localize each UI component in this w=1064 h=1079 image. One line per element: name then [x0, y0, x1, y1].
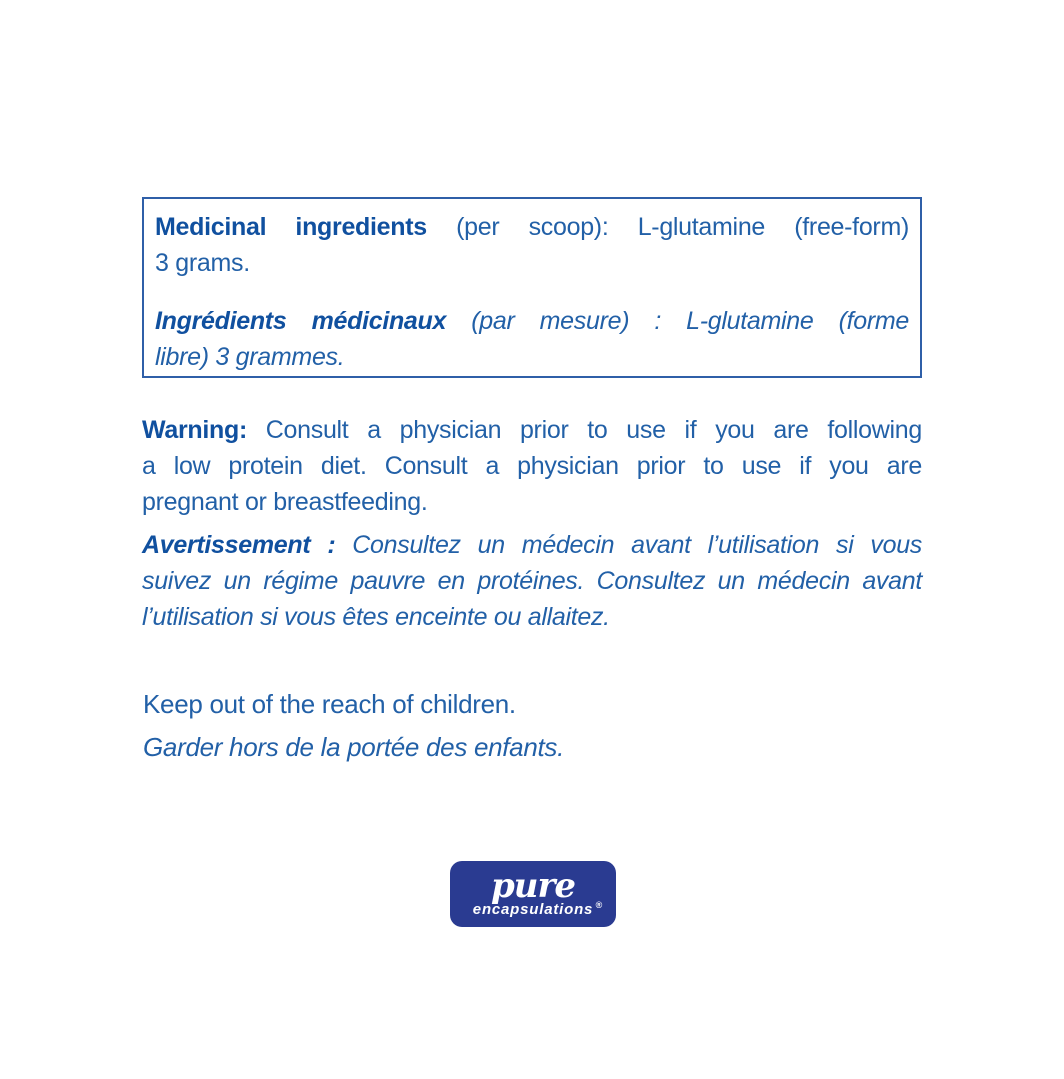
registered-trademark-symbol: ® [595, 899, 603, 910]
medicinal-ingredients-en-rest: (per scoop): L-glutamine (free-form) [426, 213, 909, 241]
keep-out-of-reach-fr: Garder hors de la portée des enfants. [143, 732, 565, 762]
medicinal-ingredients-fr-rest: (par mesure) : L-glutamine (forme [446, 307, 909, 335]
warning-fr-line3: l’utilisation si vous êtes enceinte ou allaitez. [142, 603, 610, 631]
warning-paragraph-en [142, 412, 922, 520]
keep-out-of-reach-en: Keep out of the reach of children. [143, 689, 516, 719]
warning-fr-label: Avertissement : [142, 531, 336, 559]
warning-en-label: Warning: [142, 416, 247, 444]
logo-sub-text [472, 899, 603, 918]
medicinal-ingredients-box [142, 197, 922, 378]
warning-fr-rest: Consultez un médecin avant l’utilisation si vous [335, 531, 923, 559]
warning-paragraph-fr [142, 527, 922, 635]
warning-en-line3: pregnant or breastfeeding. [142, 488, 428, 516]
warning-en-rest: Consult a physician prior to use if you are following [247, 416, 922, 444]
medicinal-ingredients-en-line1 [155, 209, 909, 245]
pure-encapsulations-logo [450, 861, 616, 927]
medicinal-ingredients-en-line2: 3 grams. [155, 249, 250, 277]
warning-en-line2: a low protein diet. Consult a physician prior to use if you are [142, 452, 922, 480]
medicinal-ingredients-fr [155, 303, 909, 375]
logo-sub-label: encapsulations [472, 900, 594, 918]
medicinal-ingredients-en [155, 209, 909, 281]
medicinal-ingredients-fr-line1 [155, 303, 909, 339]
warning-fr-line1 [142, 527, 922, 563]
logo-brand-text: pure [490, 865, 576, 906]
warning-fr-line2: suivez un régime pauvre en protéines. Consultez un médecin avant [142, 567, 922, 595]
medicinal-ingredients-en-label: Medicinal ingredients [155, 213, 427, 241]
medicinal-ingredients-fr-label: Ingrédients médicinaux [155, 307, 447, 335]
medicinal-ingredients-fr-line2: libre) 3 grammes. [155, 343, 345, 371]
warning-en-line1 [142, 412, 922, 448]
